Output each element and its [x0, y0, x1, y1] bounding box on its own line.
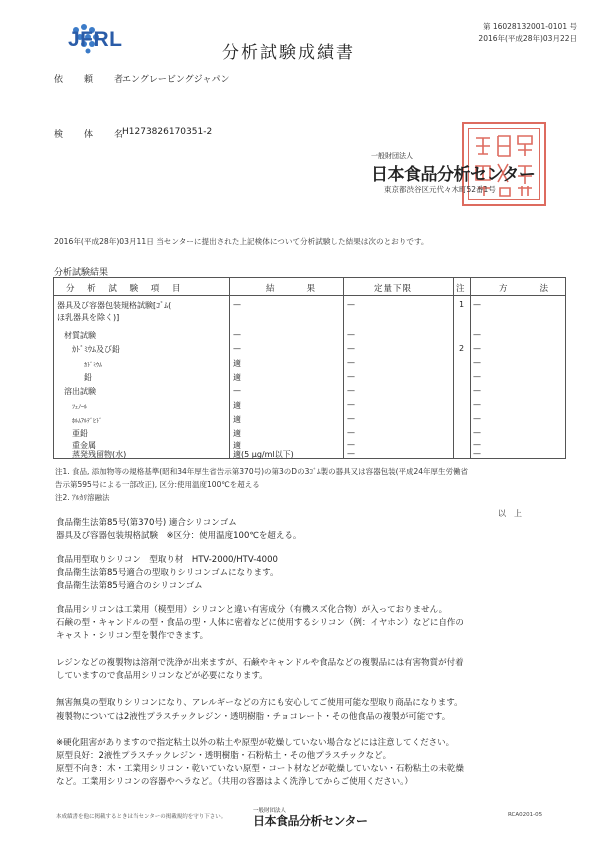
body-line: 器具及び容器包装規格試験 ※区分：使用温度100℃を超える。: [56, 531, 302, 541]
table-row-method: —: [473, 344, 481, 353]
table-row-result: —: [233, 344, 241, 353]
header-limit: 定量下限: [374, 284, 413, 294]
body-line: 原型良好：2液性プラスチックレジン・透明樹脂・石粉粘土・その他プラスチックなど。: [56, 751, 392, 761]
organization-address: 東京都渋谷区元代々木町52番1号: [384, 185, 496, 194]
table-row-method: —: [473, 400, 481, 409]
table-row-limit: —: [347, 330, 355, 339]
table-row-method: —: [473, 428, 481, 437]
body-line: していますので食品用シリコンなどが必要になります。: [56, 671, 268, 681]
table-row-result: 適: [233, 441, 241, 450]
document-title: 分析試験成績書: [222, 43, 355, 63]
body-line: 複製物については2液性プラスチックレジン・透明樹脂・チョコレート・その他食品の複製が可能です。: [56, 712, 451, 722]
table-row-item: 鉛: [84, 373, 92, 382]
table-row-result: 適: [233, 415, 241, 424]
table-row-item: 器具及び容器包装規格試験[ｺﾞﾑ(: [57, 301, 172, 310]
table-row-limit: —: [347, 386, 355, 395]
document-date: 2016年(平成28年)03月22日: [478, 34, 577, 43]
table-row-limit: —: [347, 344, 355, 353]
footer-organization-type: 一般財団法人: [253, 808, 287, 814]
table-row-method: —: [473, 300, 481, 309]
table-row-limit: —: [347, 358, 355, 367]
table-row-method: —: [473, 330, 481, 339]
footer-organization-name: 日本食品分析センター: [253, 814, 368, 828]
body-line: 食品用型取りシリコン 型取り材 HTV-2000/HTV-4000: [56, 555, 278, 565]
body-line: 無害無臭の型取りシリコンになり、アレルギーなどの方にも安心してご使用可能な型取り商品になります。: [56, 698, 463, 708]
table-row-result: 適: [233, 429, 241, 438]
table-row-result: 適(5 μg/ml以下): [233, 450, 294, 459]
table-row-item: 材質試験: [64, 331, 96, 340]
body-line: レジンなどの複製物は溶剤で洗浄が出来ますが、石鹸やキャンドルや食品などの複製品には有害物質が付着: [56, 658, 464, 668]
table-row-method: —: [473, 358, 481, 367]
table-row-note: 2: [459, 344, 465, 353]
requester-value: エングレービングジャパン: [122, 75, 230, 85]
body-line: 原型不向き：木・工業用シリコン・乾いていない原型・コート材などが乾燥していない・石粉粘土の未乾燥: [56, 764, 464, 774]
table-row-result: 適: [233, 401, 241, 410]
table-row-item: ﾎﾙﾑｱﾙﾃﾞﾋﾄﾞ: [72, 418, 103, 425]
table-row-limit: —: [347, 414, 355, 423]
table-row-item: 亜鉛: [72, 429, 88, 438]
table-row-limit: —: [347, 300, 355, 309]
table-row-limit: —: [347, 428, 355, 437]
body-line: 食品衛生法第85号適合の型取りシリコンゴムになります。: [56, 568, 279, 578]
body-line: 石鹸の型・キャンドルの型・食品の型・人体に密着などに使用するシリコン（例：イヤホン）などに自作の: [56, 618, 464, 628]
table-row-limit: —: [347, 440, 355, 449]
table-row-result: 適: [233, 359, 241, 368]
table-row-item: 溶出試験: [64, 387, 96, 396]
body-line: ※硬化阻害がありますので指定粘土以外の粘土や原型が乾燥していない場合などには注意してください。: [56, 738, 455, 748]
end-mark: 以 上: [498, 509, 522, 518]
table-row-result: 適: [233, 373, 241, 382]
results-table: [53, 277, 566, 459]
header-method: 方 法: [499, 284, 554, 294]
table-row-note: 1: [459, 300, 465, 309]
footer-note: 本成績書を他に掲載するときは当センターの掲載規約を守り下さい。: [56, 814, 227, 820]
table-row-method: —: [473, 386, 481, 395]
requester-label: 依 頼 者: [54, 75, 130, 85]
table-row-result: —: [233, 300, 241, 309]
table-row-result: —: [233, 330, 241, 339]
table-row-limit: —: [347, 400, 355, 409]
organization-name: 日本食品分析センター: [371, 165, 536, 185]
body-line: キャスト・シリコン型を製作できます。: [56, 631, 209, 641]
header-test-item: 分 析 試 験 項 目: [66, 284, 186, 294]
table-row-method: —: [473, 372, 481, 381]
table-row-method: —: [473, 414, 481, 423]
table-row-method: —: [473, 449, 481, 458]
header-note: 注: [456, 284, 465, 294]
logo-text: JFRL: [68, 28, 123, 51]
organization-type: 一般財団法人: [371, 152, 413, 160]
table-row-item: ﾌｪﾉｰﾙ: [72, 404, 88, 411]
body-line: など。工業用シリコンの容器やヘラなど。（共用の容器はよく洗浄してからご使用ください。）: [56, 777, 413, 787]
table-row-result: —: [233, 386, 241, 395]
footer-form-code: RCA0201-05: [508, 812, 543, 818]
document-number: 第 16028132001-0101 号: [482, 22, 577, 31]
table-row-item: ほ乳器具を除く)]: [57, 313, 120, 322]
intro-statement: 2016年(平成28年)03月11日 当センターに提出された上記検体について分析試験した結果は次のとおりです。: [54, 237, 429, 246]
table-row-item: ｶﾄﾞﾐｳﾑ及び鉛: [72, 345, 120, 354]
body-line: 食品衛生法第85号(第370号) 適合シリコンゴム: [56, 518, 237, 528]
table-row-limit: —: [347, 449, 355, 458]
note-line: 告示第595号による一部改正), 区分:使用温度100℃を超える: [55, 480, 260, 489]
table-row-item: 重金属: [72, 441, 96, 450]
table-row-item: 蒸発残留物(水): [72, 450, 127, 459]
body-line: 食品用シリコンは工業用（模型用）シリコンと違い有害成分（有機スズ化合物）が入っておりません。: [56, 605, 448, 615]
table-row-item: ｶﾄﾞﾐｳﾑ: [84, 362, 103, 369]
specimen-label: 検 体 名: [54, 130, 130, 140]
note-line: 注1. 食品, 添加物等の規格基準(昭和34年厚生省告示第370号)の第3のDの3ｺﾞﾑ製の器具又は容器包装(平成24年厚生労働省: [55, 467, 469, 476]
section-title: 分析試験結果: [54, 268, 109, 278]
note-line: 注2. ｱﾙｶﾘ溶融法: [55, 493, 110, 502]
table-row-method: —: [473, 440, 481, 449]
body-line: 食品衛生法第85号適合のシリコンゴム: [56, 581, 203, 591]
header-result: 結 果: [266, 284, 321, 294]
table-row-limit: —: [347, 372, 355, 381]
specimen-value: H1273826170351-2: [122, 127, 213, 137]
